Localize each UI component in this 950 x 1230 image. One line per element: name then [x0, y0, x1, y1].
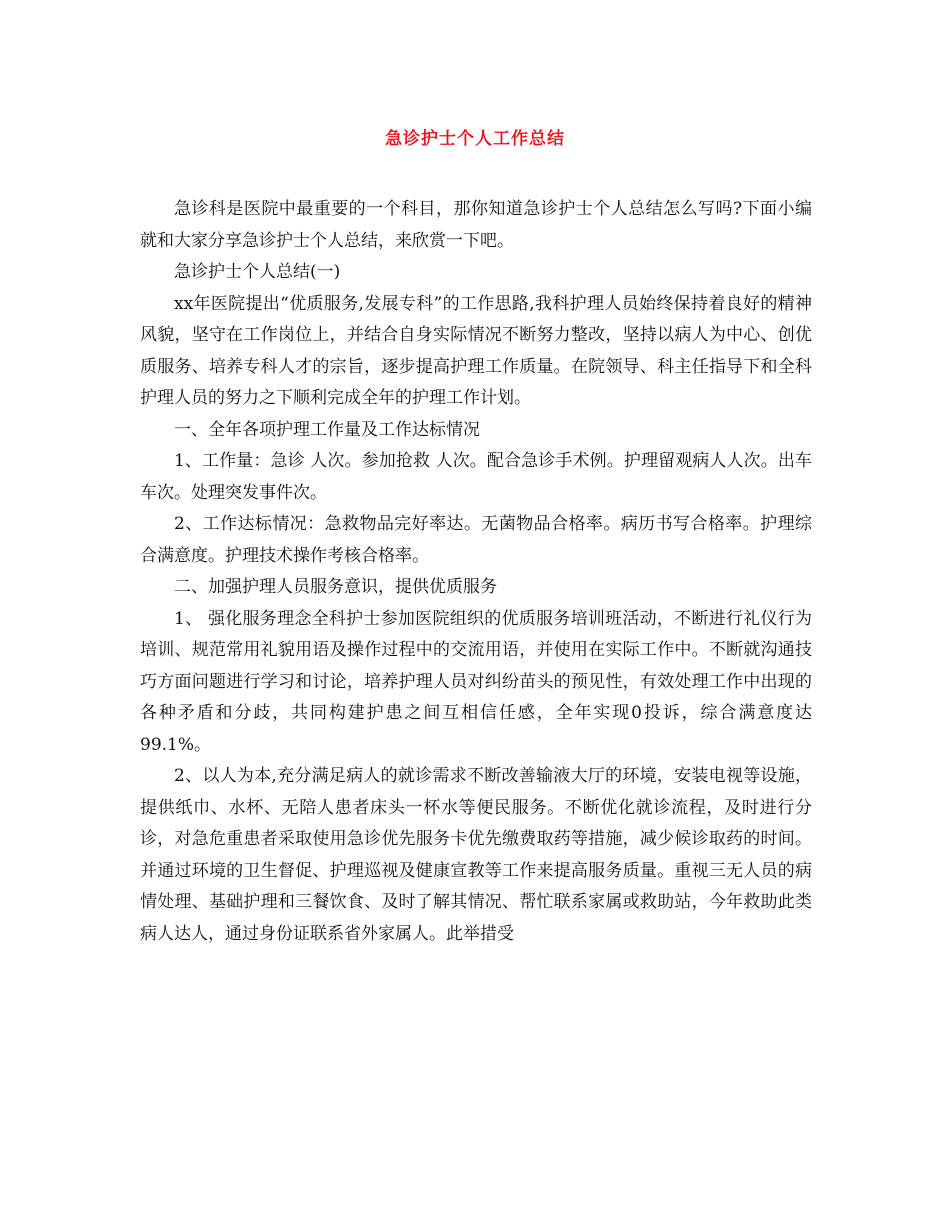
paragraph-workload: 1、工作量：急诊 人次。参加抢救 人次。配合急诊手术例。护理留观病人人次。出车车次。处理突发事件次。 [140, 451, 812, 503]
document-title: 急诊护士个人工作总结 [385, 129, 565, 149]
paragraph-section-heading: 急诊护士个人总结(一) [174, 262, 341, 282]
paragraph-intro: 急诊科是医院中最重要的一个科目，那你知道急诊护士个人总结怎么写吗?下面小编就和大家分享急诊护士个人总结，来欣赏一下吧。 [140, 199, 812, 251]
paragraph-heading-2: 二、加强护理人员服务意识，提供优质服务 [174, 577, 497, 597]
document-body [140, 194, 812, 950]
paragraph-service-concept: 1、 强化服务理念全科护士参加医院组织的优质服务培训班活动，不断进行礼仪行为培训、规范常用礼貌用语及操作过程中的交流用语，并使用在实际工作中。不断就沟通技巧方面问题进行学习和讨论，培养护理人员对纠纷苗头的预见性，有效处理工作中出现的各种矛盾和分歧，共同构建护患之间互相信任感，全年实现0投诉，综合满意度达99.1%。 [140, 608, 812, 755]
paragraph-people-oriented: 2、以人为本,充分满足病人的就诊需求不断改善输液大厅的环境，安装电视等设施，提供纸巾、水杯、无陪人患者床头一杯水等便民服务。不断优化就诊流程，及时进行分诊，对急危重患者采取使用急诊优先服务卡优先缴费取药等措施，减少候诊取药的时间。并通过环境的卫生督促、护理巡视及健康宣教等工作来提高服务质量。重视三无人员的病情处理、基础护理和三餐饮食、及时了解其情况、帮忙联系家属或救助站，今年救助此类病人达人，通过身份证联系省外家属人。此举措受 [140, 766, 812, 944]
paragraph-heading-1: 一、全年各项护理工作量及工作达标情况 [174, 419, 480, 440]
paragraph-standards: 2、工作达标情况：急救物品完好率达。无菌物品合格率。病历书写合格率。护理综合满意度。护理技术操作考核合格率。 [140, 514, 812, 566]
paragraph-overview: xx年医院提出“优质服务,发展专科”的工作思路,我科护理人员始终保持着良好的精神风貌，坚守在工作岗位上，并结合自身实际情况不断努力整改，坚持以病人为中心、创优质服务、培养专科人才的宗旨，逐步提高护理工作质量。在院领导、科主任指导下和全科护理人员的努力之下顺利完成全年的护理工作计划。 [140, 293, 812, 408]
